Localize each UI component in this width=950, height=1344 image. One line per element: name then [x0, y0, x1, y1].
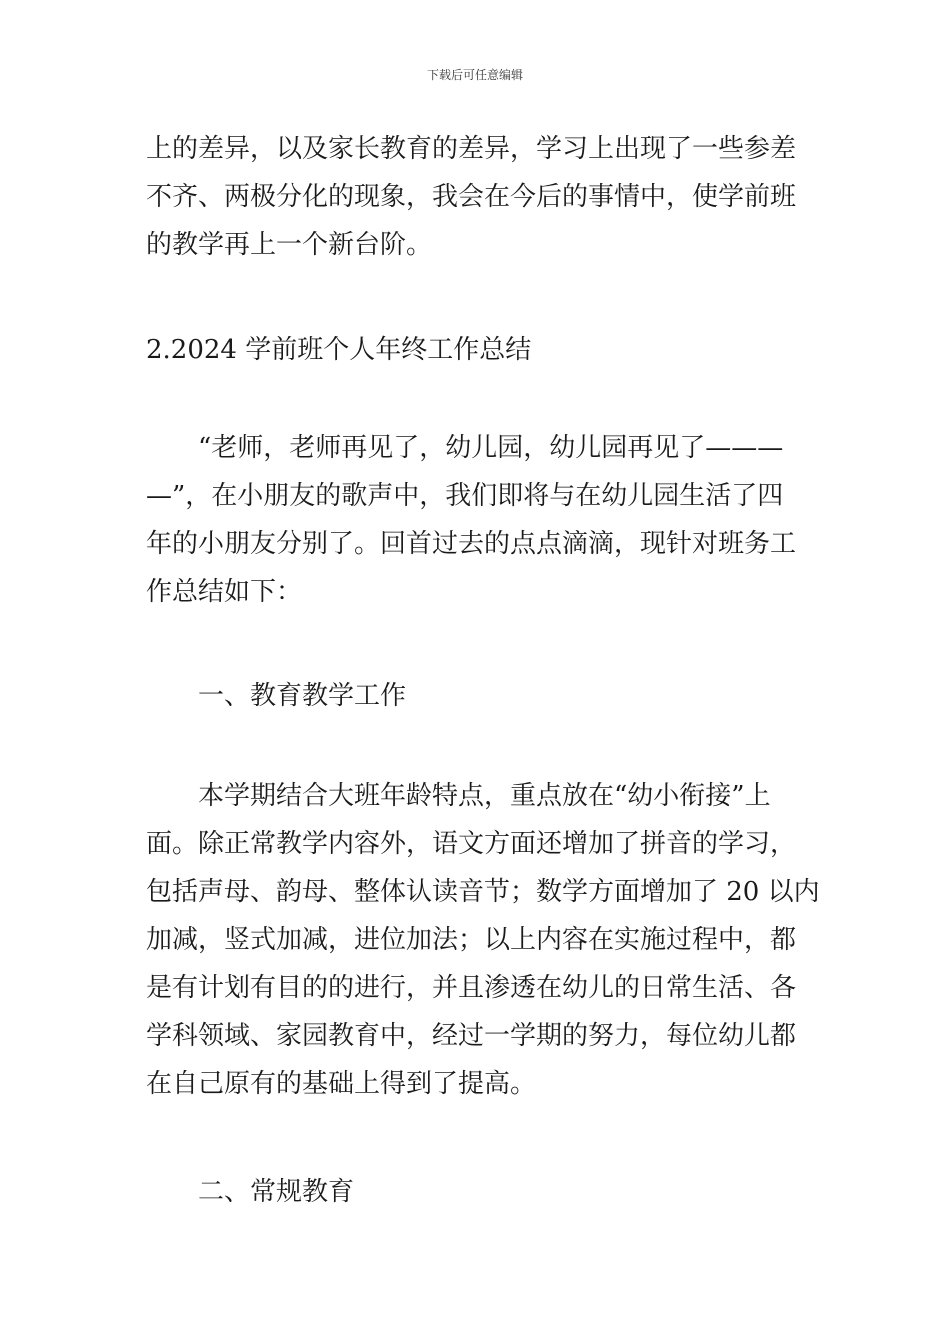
text-line: —”，在小朋友的歌声中，我们即将与在幼儿园生活了四 — [146, 481, 784, 511]
section-heading: 2.2024 学前班个人年终工作总结 — [146, 335, 532, 365]
text-line: 学科领域、家园教育中，经过一学期的努力，每位幼儿都 — [146, 1021, 797, 1051]
subsection-title-routine: 二、常规教育 — [198, 1177, 355, 1207]
text-line: 在自己原有的基础上得到了提高。 — [146, 1069, 537, 1099]
text-line: 面。除正常教学内容外，语文方面还增加了拼音的学习， — [146, 829, 797, 859]
page-header: 下载后可任意编辑 — [426, 68, 523, 82]
text-line: 的教学再上一个新台阶。 — [146, 230, 433, 260]
text-line: 作总结如下： — [146, 577, 303, 607]
text-line: 是有计划有目的的进行，并且渗透在幼儿的日常生活、各 — [146, 973, 797, 1003]
text-line: 年的小朋友分别了。回首过去的点点滴滴，现针对班务工 — [146, 529, 797, 559]
text-line: 上的差异，以及家长教育的差异，学习上出现了一些参差 — [146, 134, 797, 164]
text-line: 包括声母、韵母、整体认读音节；数学方面增加了 20 以内 — [146, 877, 820, 907]
paragraph-continued — [146, 125, 810, 269]
text-line: 本学期结合大班年龄特点，重点放在“幼小衔接”上 — [198, 781, 771, 811]
paragraph-intro — [146, 424, 810, 616]
text-line: 不齐、两极分化的现象，我会在今后的事情中，使学前班 — [146, 182, 797, 212]
paragraph-teaching — [146, 772, 820, 1108]
text-line: 加减，竖式加减，进位加法；以上内容在实施过程中，都 — [146, 925, 797, 955]
subsection-title-teaching: 一、教育教学工作 — [198, 681, 407, 711]
text-line: “老师，老师再见了，幼儿园，幼儿园再见了——— — [198, 433, 784, 463]
